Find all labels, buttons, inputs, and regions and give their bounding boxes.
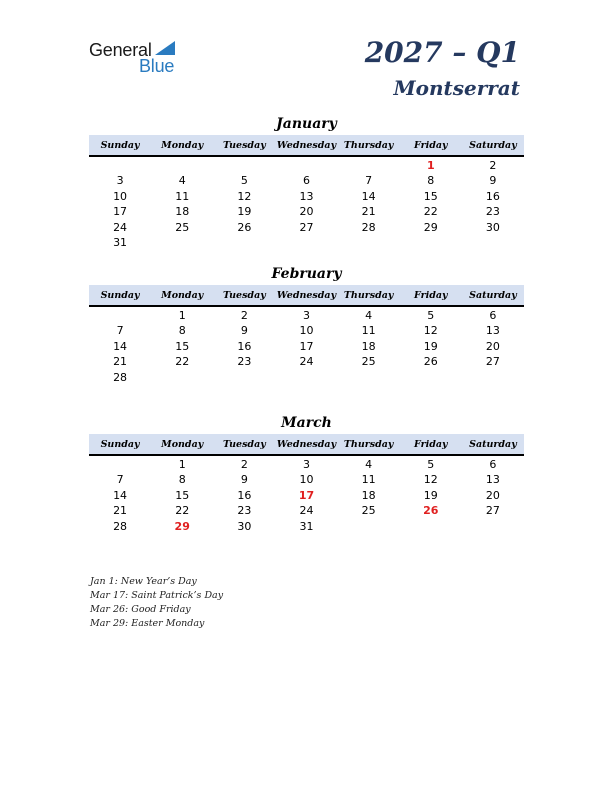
day-cell: 9: [240, 473, 248, 487]
day-cell: 12: [237, 189, 252, 203]
month-title: March: [281, 415, 332, 431]
day-cell: 9: [489, 174, 497, 188]
week-row: [89, 370, 524, 385]
day-cell: 25: [361, 355, 376, 369]
day-cell: 20: [299, 205, 314, 219]
month-title: January: [276, 116, 337, 132]
day-cell: 19: [237, 205, 252, 219]
weekday-tuesday: Tuesday: [222, 290, 266, 301]
day-cell: 6: [489, 309, 497, 322]
empty-day-cell: [338, 519, 400, 534]
day-cell: 20: [485, 488, 500, 502]
day-cell: 9: [240, 324, 248, 338]
day-cell: 28: [113, 519, 128, 533]
weekday-saturday: Saturday: [469, 140, 517, 151]
weekday-thursday: Thursday: [343, 290, 394, 301]
day-cell: 23: [237, 504, 252, 518]
day-cell: 12: [423, 473, 438, 487]
day-cell: 2: [489, 159, 497, 172]
day-cell: 30: [237, 519, 252, 533]
empty-day-cell: [151, 370, 213, 385]
weekday-thursday: Thursday: [343, 140, 394, 151]
day-cell: 3: [302, 458, 310, 471]
day-cell: 27: [299, 220, 314, 234]
day-cell: 25: [175, 220, 190, 234]
weekday-tuesday: Tuesday: [222, 439, 266, 450]
week-row: [89, 354, 524, 369]
empty-day-cell: [89, 308, 151, 323]
country-name: Montserrat: [393, 76, 520, 100]
weekday-wednesday: Wednesday: [276, 439, 337, 450]
day-cell: 18: [361, 488, 376, 502]
day-cell: 8: [427, 174, 435, 188]
weekday-header: [89, 434, 524, 456]
day-cell: 22: [175, 355, 190, 369]
week-row: [89, 189, 524, 204]
day-cell: 5: [427, 309, 435, 322]
day-cell: 16: [237, 488, 252, 502]
holiday-note: Mar 17: Saint Patrick’s Day: [90, 590, 224, 601]
empty-day-cell: [213, 158, 275, 173]
week-row: [89, 519, 524, 534]
week-row: [89, 158, 524, 173]
day-cell: 31: [113, 235, 128, 249]
day-cell: 1: [178, 309, 186, 322]
logo-triangle-icon: [155, 41, 175, 55]
weekday-monday: Monday: [161, 290, 204, 301]
day-cell: 23: [237, 355, 252, 369]
day-cell: 18: [175, 205, 190, 219]
day-cell: 21: [361, 205, 376, 219]
weekday-wednesday: Wednesday: [276, 140, 337, 151]
empty-day-cell: [338, 158, 400, 173]
day-cell: 15: [423, 189, 438, 203]
week-row: [89, 308, 524, 323]
empty-day-cell: [275, 235, 337, 250]
day-cell: 23: [485, 205, 500, 219]
day-cell: 3: [302, 309, 310, 322]
day-cell: 6: [489, 458, 497, 471]
weekday-saturday: Saturday: [469, 290, 517, 301]
day-cell: 8: [178, 473, 186, 487]
empty-day-cell: [400, 235, 462, 250]
day-cell: 19: [423, 339, 438, 353]
empty-day-cell: [400, 370, 462, 385]
week-row: [89, 472, 524, 487]
weekday-thursday: Thursday: [343, 439, 394, 450]
day-cell: 16: [485, 189, 500, 203]
day-cell: 11: [361, 473, 376, 487]
week-row: [89, 204, 524, 219]
day-cell: 22: [175, 504, 190, 518]
day-cell: 15: [175, 339, 190, 353]
day-cell: 1: [178, 458, 186, 471]
week-row: [89, 323, 524, 338]
day-cell: 28: [361, 220, 376, 234]
day-cell: 4: [178, 174, 186, 188]
day-cell: 15: [175, 488, 190, 502]
week-row: [89, 220, 524, 235]
weekday-friday: Friday: [414, 439, 448, 450]
holiday-day-cell: 1: [426, 159, 435, 172]
day-cell: 25: [361, 504, 376, 518]
page-title: 2027 – Q1: [364, 36, 520, 69]
weekday-sunday: Sunday: [100, 140, 140, 151]
day-cell: 5: [240, 174, 248, 188]
day-cell: 26: [423, 355, 438, 369]
day-cell: 4: [365, 458, 373, 471]
weekday-sunday: Sunday: [100, 439, 140, 450]
empty-day-cell: [213, 370, 275, 385]
holiday-day-cell: 26: [423, 504, 439, 518]
day-cell: 8: [178, 324, 186, 338]
empty-day-cell: [151, 158, 213, 173]
empty-day-cell: [275, 158, 337, 173]
weekday-tuesday: Tuesday: [222, 140, 266, 151]
day-cell: 10: [113, 189, 128, 203]
day-cell: 29: [423, 220, 438, 234]
day-cell: 13: [299, 189, 314, 203]
day-cell: 27: [485, 504, 500, 518]
day-cell: 28: [113, 370, 128, 384]
empty-day-cell: [462, 519, 524, 534]
weekday-monday: Monday: [161, 140, 204, 151]
day-cell: 24: [113, 220, 128, 234]
holiday-note: Mar 29: Easter Monday: [90, 618, 205, 629]
day-cell: 27: [485, 355, 500, 369]
weekday-friday: Friday: [414, 140, 448, 151]
empty-day-cell: [151, 235, 213, 250]
day-cell: 14: [361, 189, 376, 203]
weekday-monday: Monday: [161, 439, 204, 450]
month-january: [89, 115, 524, 250]
day-cell: 20: [485, 339, 500, 353]
day-cell: 31: [299, 519, 314, 533]
week-row: [89, 503, 524, 518]
empty-day-cell: [89, 457, 151, 472]
day-cell: 26: [237, 220, 252, 234]
holiday-day-cell: 17: [298, 488, 315, 502]
month-title: February: [271, 266, 342, 282]
day-cell: 17: [299, 339, 314, 353]
weekday-header: [89, 135, 524, 157]
day-cell: 14: [113, 488, 128, 502]
weekday-friday: Friday: [414, 290, 448, 301]
weekday-header: [89, 285, 524, 307]
day-cell: 17: [113, 205, 128, 219]
day-cell: 11: [175, 189, 190, 203]
day-cell: 4: [365, 309, 373, 322]
week-row: [89, 173, 524, 188]
day-cell: 10: [299, 324, 314, 338]
day-cell: 14: [113, 339, 128, 353]
holiday-note: Mar 26: Good Friday: [90, 604, 191, 615]
holiday-day-cell: 29: [174, 519, 190, 533]
day-cell: 16: [237, 339, 252, 353]
day-cell: 24: [299, 504, 314, 518]
day-cell: 2: [240, 309, 248, 322]
weekday-wednesday: Wednesday: [276, 290, 337, 301]
month-march: [89, 414, 524, 534]
holiday-note: Jan 1: New Year’s Day: [90, 576, 197, 587]
day-cell: 6: [302, 174, 310, 188]
day-cell: 10: [299, 473, 314, 487]
week-row: [89, 457, 524, 472]
empty-day-cell: [400, 519, 462, 534]
day-cell: 12: [423, 324, 438, 338]
day-cell: 7: [116, 473, 124, 487]
day-cell: 18: [361, 339, 376, 353]
month-february: [89, 265, 524, 385]
holiday-notes: [90, 575, 223, 631]
empty-day-cell: [213, 235, 275, 250]
day-cell: 30: [485, 220, 500, 234]
day-cell: 7: [116, 324, 124, 338]
day-cell: 3: [116, 174, 124, 188]
weekday-sunday: Sunday: [100, 290, 140, 301]
weekday-saturday: Saturday: [469, 439, 517, 450]
day-cell: 24: [299, 355, 314, 369]
day-cell: 13: [485, 473, 500, 487]
logo-word-blue: Blue: [139, 56, 175, 76]
logo-word-general: General: [89, 40, 152, 60]
day-cell: 2: [240, 458, 248, 471]
week-row: [89, 339, 524, 354]
empty-day-cell: [275, 370, 337, 385]
empty-day-cell: [338, 370, 400, 385]
day-cell: 19: [423, 488, 438, 502]
empty-day-cell: [338, 235, 400, 250]
empty-day-cell: [462, 235, 524, 250]
week-row: [89, 235, 524, 250]
day-cell: 21: [113, 355, 128, 369]
day-cell: 7: [365, 174, 373, 188]
generalblue-logo: [89, 40, 189, 76]
day-cell: 5: [427, 458, 435, 471]
day-cell: 13: [485, 324, 500, 338]
week-row: [89, 488, 524, 503]
empty-day-cell: [462, 370, 524, 385]
day-cell: 22: [423, 205, 438, 219]
day-cell: 11: [361, 324, 376, 338]
empty-day-cell: [89, 158, 151, 173]
day-cell: 21: [113, 504, 128, 518]
